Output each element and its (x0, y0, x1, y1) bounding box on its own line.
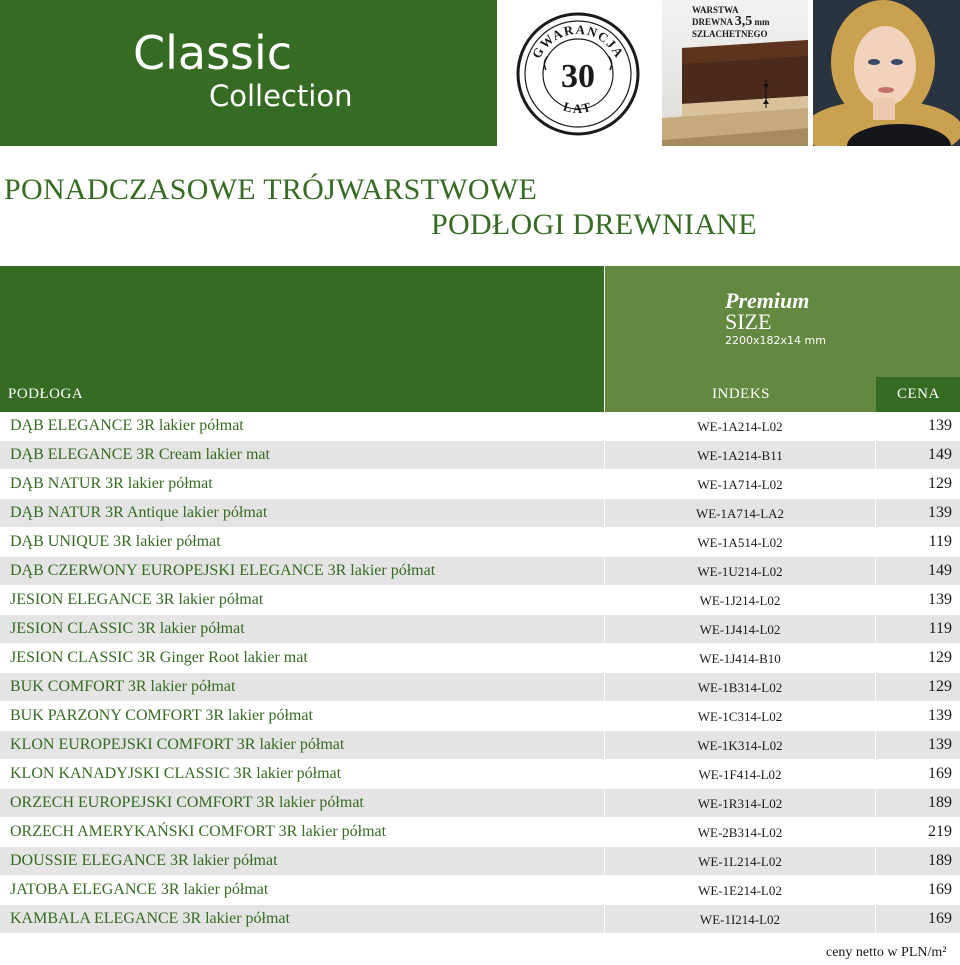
page-title-line2: PODŁOGI DREWNIANE (431, 208, 757, 241)
product-index: WE-1B314-L02 (697, 680, 783, 695)
index-cell (605, 412, 875, 440)
table-row (0, 731, 960, 759)
size-label: SIZE (725, 309, 772, 334)
product-price: 129 (928, 475, 952, 492)
product-price: 119 (928, 533, 952, 550)
header (0, 0, 960, 148)
price-table (0, 412, 960, 934)
floor-name: JATOBA ELEGANCE 3R lakier półmat (10, 881, 269, 898)
price-cell (876, 615, 960, 643)
floor-name: JESION CLASSIC 3R lakier półmat (10, 620, 245, 637)
product-index: WE-1R314-L02 (697, 796, 783, 811)
portrait-illustration (813, 0, 960, 146)
floor-cell (0, 441, 604, 469)
price-cell (876, 586, 960, 614)
wood-layer-image (662, 0, 808, 146)
product-index: WE-1A514-L02 (697, 535, 783, 550)
floor-cell (0, 760, 604, 788)
table-row (0, 673, 960, 701)
table-row (0, 586, 960, 614)
product-price: 139 (928, 591, 952, 608)
product-price: 129 (928, 649, 952, 666)
product-price: 189 (928, 852, 952, 869)
floor-cell (0, 731, 604, 759)
floor-cell (0, 470, 604, 498)
index-cell (605, 441, 875, 469)
product-price: 189 (928, 794, 952, 811)
price-cell (876, 644, 960, 672)
wood-layer-label: WARSTWA DREWNA 3,5 mm SZLACHETNEGO (692, 5, 770, 40)
floor-name: BUK COMFORT 3R lakier półmat (10, 678, 236, 695)
table-row (0, 876, 960, 904)
product-price: 129 (928, 678, 952, 695)
product-index: WE-1A714-LA2 (695, 506, 785, 521)
table-row (0, 847, 960, 875)
product-index: WE-1A214-L02 (697, 419, 783, 434)
index-cell (605, 615, 875, 643)
floor-cell (0, 789, 604, 817)
floor-name: JESION ELEGANCE 3R lakier półmat (10, 591, 264, 608)
index-cell (605, 847, 875, 875)
floor-name: KAMBALA ELEGANCE 3R lakier półmat (10, 910, 290, 927)
table-row (0, 789, 960, 817)
index-cell (605, 499, 875, 527)
floor-cell (0, 615, 604, 643)
price-cell (876, 470, 960, 498)
dimensions-label: 2200x182x14 mm (725, 334, 826, 347)
floor-name: DĄB ELEGANCE 3R Cream lakier mat (10, 446, 270, 463)
table-row (0, 905, 960, 933)
index-cell (605, 789, 875, 817)
product-index: WE-1C314-L02 (697, 709, 783, 724)
floor-cell (0, 905, 604, 933)
floor-cell (0, 644, 604, 672)
product-price: 139 (928, 707, 952, 724)
floor-cell (0, 847, 604, 875)
floor-name: KLON KANADYJSKI CLASSIC 3R lakier półmat (10, 765, 342, 782)
index-cell (605, 702, 875, 730)
brand-subtitle: Collection (209, 79, 353, 113)
index-cell (605, 586, 875, 614)
product-price: 219 (928, 823, 952, 840)
product-index: WE-1E214-L02 (698, 883, 782, 898)
price-cell (876, 760, 960, 788)
product-price: 139 (928, 417, 952, 434)
index-cell (605, 905, 875, 933)
floor-name: BUK PARZONY COMFORT 3R lakier półmat (10, 707, 313, 724)
table-row (0, 702, 960, 730)
column-header-price: CENA (897, 386, 940, 402)
table-row (0, 528, 960, 556)
index-cell (605, 731, 875, 759)
floor-cell (0, 673, 604, 701)
floor-name: KLON EUROPEJSKI COMFORT 3R lakier półmat (10, 736, 345, 753)
product-index: WE-1A214-B11 (697, 448, 783, 463)
product-index: WE-2B314-L02 (697, 825, 783, 840)
floor-cell (0, 499, 604, 527)
column-header-index: INDEKS (712, 386, 770, 402)
warranty-seal (516, 12, 640, 136)
price-cell (876, 702, 960, 730)
table-header-band (0, 266, 604, 412)
price-cell (876, 499, 960, 527)
price-footnote: ceny netto w PLN/m² (826, 945, 947, 960)
product-index: WE-1J414-L02 (699, 622, 781, 637)
page-title-line1: PONADCZASOWE TRÓJWARSTWOWE (4, 173, 538, 206)
floor-name: ORZECH AMERYKAŃSKI COMFORT 3R lakier półmat (10, 823, 387, 840)
price-cell (876, 876, 960, 904)
price-cell (876, 557, 960, 585)
column-header-floor: PODŁOGA (8, 386, 84, 402)
price-cell (876, 905, 960, 933)
floor-name: DĄB CZERWONY EUROPEJSKI ELEGANCE 3R lakier półmat (10, 562, 436, 579)
table-row (0, 615, 960, 643)
product-index: WE-1U214-L02 (697, 564, 783, 579)
product-price: 169 (928, 881, 952, 898)
product-price: 169 (928, 910, 952, 927)
index-cell (605, 760, 875, 788)
table-row (0, 441, 960, 469)
floor-name: DĄB UNIQUE 3R lakier półmat (10, 533, 221, 550)
floor-cell (0, 876, 604, 904)
price-cell (876, 528, 960, 556)
table-row (0, 557, 960, 585)
brand-title: Classic (133, 26, 293, 80)
product-index: WE-1I214-L02 (699, 912, 781, 927)
floor-cell (0, 818, 604, 846)
price-cell (876, 789, 960, 817)
brand-banner (0, 0, 497, 146)
floor-name: DĄB NATUR 3R lakier półmat (10, 475, 213, 492)
seal-top-text: GWARANCJA (528, 21, 628, 61)
floor-name: DOUSSIE ELEGANCE 3R lakier półmat (10, 852, 278, 869)
product-index: WE-1A714-L02 (697, 477, 783, 492)
floor-cell (0, 586, 604, 614)
product-price: 139 (928, 504, 952, 521)
price-cell (876, 818, 960, 846)
product-index: WE-1J214-L02 (699, 593, 781, 608)
index-cell (605, 818, 875, 846)
price-cell (876, 673, 960, 701)
index-cell (605, 528, 875, 556)
table-row (0, 499, 960, 527)
price-cell (876, 847, 960, 875)
model-photo (813, 0, 960, 146)
table-row (0, 470, 960, 498)
product-index: WE-1K314-L02 (697, 738, 783, 753)
wood-plank-graphic (662, 0, 808, 146)
product-index: WE-1F414-L02 (698, 767, 782, 782)
product-price: 119 (928, 620, 952, 637)
price-cell (876, 731, 960, 759)
seal-bottom-text: LAT (561, 98, 595, 117)
price-cell (876, 412, 960, 440)
table-row (0, 818, 960, 846)
index-cell (605, 644, 875, 672)
floor-cell (0, 557, 604, 585)
index-cell (605, 557, 875, 585)
product-price: 149 (928, 562, 952, 579)
index-cell (605, 876, 875, 904)
table-row (0, 760, 960, 788)
index-cell (605, 673, 875, 701)
price-cell (876, 441, 960, 469)
floor-cell (0, 528, 604, 556)
premium-label: Premium (725, 288, 810, 313)
table-row (0, 644, 960, 672)
product-price: 149 (928, 446, 952, 463)
floor-name: ORZECH EUROPEJSKI COMFORT 3R lakier półmat (10, 794, 364, 811)
floor-name: JESION CLASSIC 3R Ginger Root lakier mat (10, 649, 308, 666)
floor-cell (0, 412, 604, 440)
floor-name: DĄB NATUR 3R Antique lakier półmat (10, 504, 268, 521)
product-index: WE-1L214-L02 (698, 854, 782, 869)
floor-cell (0, 702, 604, 730)
seal-number: 30 (561, 58, 595, 95)
product-price: 169 (928, 765, 952, 782)
index-cell (605, 470, 875, 498)
product-index: WE-1J414-B10 (699, 651, 781, 666)
product-price: 139 (928, 736, 952, 753)
floor-name: DĄB ELEGANCE 3R lakier półmat (10, 417, 244, 434)
table-row (0, 412, 960, 440)
